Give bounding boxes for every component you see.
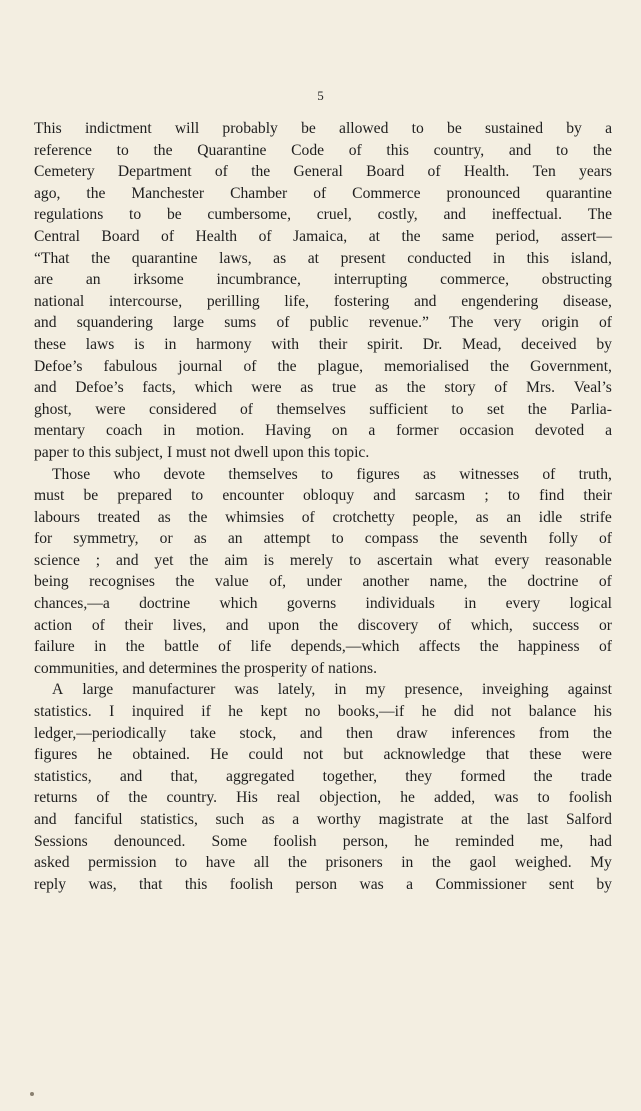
text-line: statistics. I inquired if he kept no books,—if he did not balance his — [34, 703, 612, 721]
text-line: these laws is in harmony with their spirit. Dr. Mead, deceived by — [34, 335, 612, 353]
text-line: reference to the Quarantine Code of this country, and to the — [34, 141, 612, 159]
text-line: This indictment will probably be allowed to be sustained by a — [34, 120, 612, 137]
text-line: being recognises the value of, under another name, the doctrine of — [34, 573, 612, 591]
text-line: national intercourse, perilling life, fostering and engendering disease, — [34, 292, 612, 310]
text-line: ago, the Manchester Chamber of Commerce pronounced quarantine — [34, 184, 612, 202]
text-line: and Defoe’s facts, which were as true as the story of Mrs. Veal’s — [34, 379, 612, 397]
text-line: Central Board of Health of Jamaica, at the same period, assert— — [34, 227, 612, 245]
text-line: Cemetery Department of the General Board of Health. Ten years — [34, 163, 612, 181]
text-line: “That the quarantine laws, as at present conducted in this island, — [34, 249, 612, 267]
text-line: failure in the battle of life depends,—which affects the happiness of — [34, 638, 612, 656]
text-line: regulations to be cumbersome, cruel, costly, and ineffectual. The — [34, 206, 612, 224]
text-line: A large manufacturer was lately, in my presence, inveighing against — [52, 681, 612, 699]
body-text — [34, 118, 612, 895]
text-line: chances,—a doctrine which governs individuals in every logical — [34, 595, 612, 613]
text-line: for symmetry, or as an attempt to compass the seventh folly of — [34, 530, 612, 548]
text-line: returns of the country. His real objection, he added, was to foolish — [34, 789, 612, 807]
text-line: mentary coach in motion. Having on a former occasion devoted a — [34, 422, 612, 440]
paper-speck — [30, 1092, 34, 1096]
text-line: ledger,—periodically take stock, and then draw inferences from the — [34, 724, 612, 742]
text-line: and squandering large sums of public revenue.” The very origin of — [34, 314, 612, 332]
text-line: paper to this subject, I must not dwell upon this topic. — [34, 443, 370, 461]
text-line: asked permission to have all the prisoners in the gaol weighed. My — [34, 854, 612, 872]
text-line: Defoe’s fabulous journal of the plague, memorialised the Government, — [34, 357, 612, 375]
text-line: figures he obtained. He could not but acknowledge that these were — [34, 746, 612, 764]
text-line: science ; and yet the aim is merely to ascertain what every reasonable — [34, 551, 612, 569]
text-line: and fanciful statistics, such as a worthy magistrate at the last Salford — [34, 811, 612, 828]
text-line: Sessions denounced. Some foolish person, he reminded me, had — [34, 832, 612, 850]
text-line: are an irksome incumbrance, interrupting commerce, obstructing — [34, 271, 612, 289]
text-line: action of their lives, and upon the discovery of which, success or — [34, 616, 612, 634]
page-number: 5 — [317, 88, 324, 103]
text-line: labours treated as the whimsies of crotchetty people, as an idle strife — [34, 508, 612, 526]
text-line: statistics, and that, aggregated together, they formed the trade — [34, 767, 612, 785]
text-line: reply was, that this foolish person was a Commissioner sent by — [34, 875, 612, 893]
text-line: Those who devote themselves to figures as witnesses of truth, — [52, 465, 612, 483]
text-line: ghost, were considered of themselves sufficient to set the Parlia- — [34, 400, 612, 418]
text-line: communities, and determines the prosperity of nations. — [34, 659, 377, 677]
text-line: must be prepared to encounter obloquy and sarcasm ; to find their — [34, 487, 612, 505]
